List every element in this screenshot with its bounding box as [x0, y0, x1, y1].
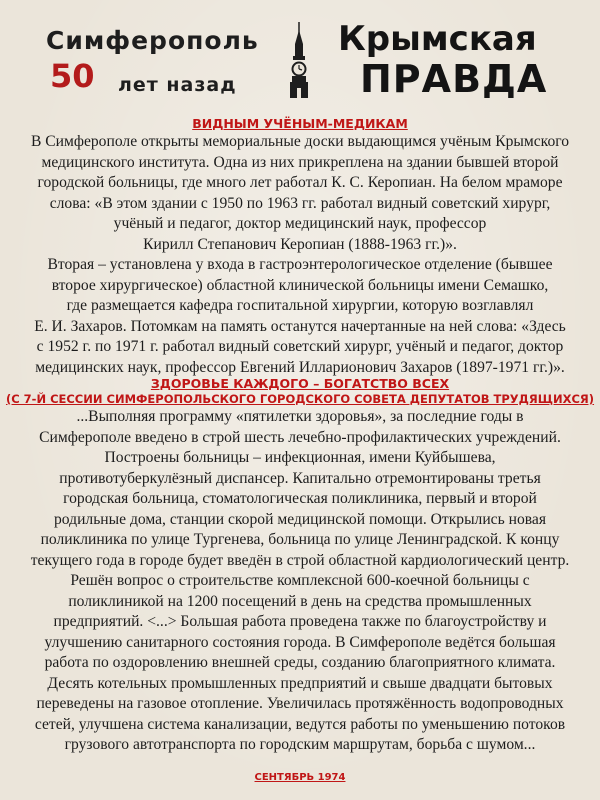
article-line: медицинского института. Одна из них прикреплена на здании бывшей второй	[41, 153, 559, 171]
years-ago-label: лет назад	[118, 74, 237, 96]
article-line: Симферополе введено в строй шесть лечебно-профилактических учреждений.	[39, 428, 561, 446]
article-line: Десять котельных промышленных предприятий и свыше двадцати бытовых	[47, 674, 553, 692]
article-line: сетей, улучшена система канализации, ведутся работы по уменьшению потоков	[34, 715, 566, 733]
article-line: переведены на газовое отопление. Увеличилась протяжённость водопроводных	[36, 695, 564, 712]
article-line: ...Выполняя программу «пятилетки здоровья», за последние годы в	[76, 408, 524, 425]
article-line: где размещается кафедра госпитальной хирургии, которую возглавлял	[66, 297, 534, 314]
newspaper-name-line2: ПРАВДА	[360, 57, 548, 101]
article-line: Вторая – установлена у входа в гастроэнтерологическое отделение (бывшее	[47, 256, 553, 273]
article-line: слова: «В этом здании с 1950 по 1963 гг. работал видный советский хирург,	[49, 194, 551, 212]
issue-date: СЕНТЯБРЬ 1974	[254, 772, 346, 783]
newspaper-name-line1: Крымская	[338, 19, 537, 59]
article-scientists	[0, 116, 600, 378]
article-line: учёный и педагог, доктор медицинский наук, профессор	[113, 215, 487, 232]
masthead	[0, 0, 600, 108]
article-line: предприятий. <...> Большая работа проведена также по благоустройству и	[53, 613, 547, 630]
clock-tower-icon	[284, 22, 314, 98]
article-line: противотуберкулёзный диспансер. Капитально отремонтированы третья	[59, 469, 541, 487]
article-line: с 1952 г. по 1971 г. работал видный советский хирург, учёный и педагог, доктор	[36, 338, 564, 355]
article-line: медицинских наук, профессор Евгений Илларионович Захаров (1897-1971 гг.)».	[35, 358, 565, 376]
article-headline: ЗДОРОВЬЕ КАЖДОГО – БОГАТСТВО ВСЕХ	[150, 376, 450, 391]
article-line: Е. И. Захаров. Потомкам на память останутся начертанные на ней слова: «Здесь	[34, 317, 566, 335]
article-headline: ВИДНЫМ УЧЁНЫМ-МЕДИКАМ	[192, 116, 408, 131]
fifty-years-number: 50	[50, 57, 95, 95]
article-line: Построены больницы – инфекционная, имени Куйбышева,	[104, 449, 496, 466]
article-line: родильные дома, станции скорой медицинской помощи. Открылись новая	[53, 510, 547, 528]
article-line: текущего года в городе будет введён в строй областной кардиологический центр.	[30, 551, 570, 569]
article-line: работа по оздоровлению внешней среды, созданию благоприятного климата.	[44, 654, 556, 671]
article-line: поликлиника по улице Тургенева, больница по улице Ленинградской. К концу	[40, 531, 560, 548]
article-health	[0, 376, 600, 756]
article-line: второе хирургическое) областной клинической больницы имени Семашко,	[51, 276, 549, 294]
article-line: городской больницы, где много лет работал К. С. Керопиан. На белом мраморе	[37, 174, 563, 191]
article-line: поликлиникой на 1200 посещений в день на средства промышленных	[68, 592, 532, 610]
article-line: Решён вопрос о строительстве комплексной 600-коечной больницы с	[70, 572, 530, 589]
article-line: Кирилл Степанович Керопиан (1888-1963 гг.)».	[143, 235, 457, 253]
article-line: городская больница, стоматологическая поликлиника, первый и второй	[63, 490, 537, 507]
article-line: улучшению санитарного состояния города. В Симферополе ведётся большая	[44, 633, 556, 651]
article-line: В Симферополе открыты мемориальные доски выдающимся учёным Крымского	[30, 133, 570, 150]
article-line: грузового автотранспорта по городским маршрутам, борьба с шумом...	[64, 736, 536, 753]
city-title: Симферополь	[46, 26, 259, 55]
article-subheadline: (С 7-Й СЕССИИ СИМФЕРОПОЛЬСКОГО ГОРОДСКОГО СОВЕТА ДЕПУТАТОВ ТРУДЯЩИХСЯ)	[5, 392, 595, 406]
